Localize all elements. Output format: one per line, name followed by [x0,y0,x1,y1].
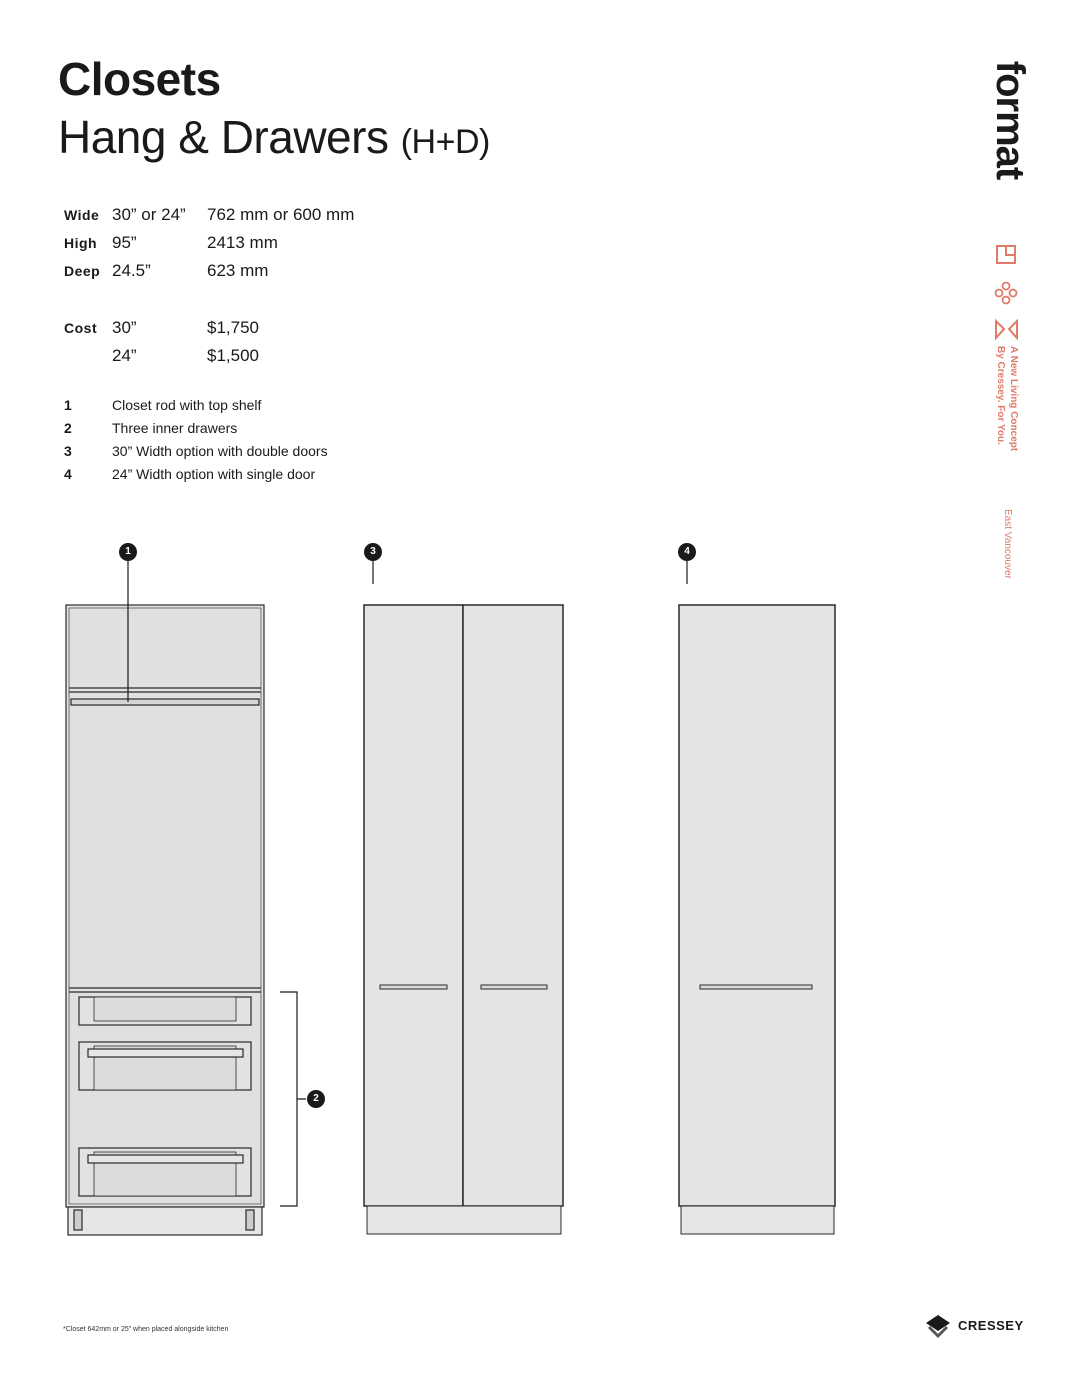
format-wordmark: format [988,60,1032,180]
cost-size-24: 24” [112,346,137,365]
left-door [364,605,463,1206]
closet-single-door-drawing [679,605,835,1234]
base-plinth [367,1206,561,1234]
spec-label-wide: Wide [64,207,100,223]
left-door-handle [380,985,447,989]
spec-metric-deep: 623 mm [207,261,269,280]
feature-num: 1 [64,397,72,413]
closet-interior-drawing [66,605,264,1235]
cost-size-30: 30” [112,318,137,337]
spec-imperial-high: 95” [112,233,137,252]
spec-metric-high: 2413 mm [207,233,278,252]
spec-imperial-deep: 24.5” [112,261,151,280]
spec-imperial-wide: 30” or 24” [112,205,186,224]
spec-label-high: High [64,235,98,251]
brand-location: East Vancouver [1002,509,1013,579]
cressey-logo-icon [926,1315,950,1338]
feature-text: Closet rod with top shelf [112,397,262,413]
subtitle-text: Hang & Drawers [58,111,389,163]
single-door-handle [700,985,812,989]
feature-num: 4 [64,466,72,482]
callout-4-badge: 4 [678,543,696,561]
page-title: Closets [58,53,221,105]
cost-label: Cost [64,320,98,336]
subtitle-code: (H+D) [400,123,490,161]
callout-3-badge: 3 [364,543,382,561]
callout-1-badge: 1 [119,543,137,561]
footnote: *Closet 642mm or 25” when placed alongside kitchen [63,1326,229,1333]
callout-2-badge: 2 [307,1090,325,1108]
carcass-inner [69,608,261,1204]
tagline-line2: By Cressey. For You. [995,346,1006,445]
callout-2-bracket [280,992,306,1206]
feature-text: 24” Width option with single door [112,466,316,482]
spec-metric-wide: 762 mm or 600 mm [207,205,355,224]
feature-text: Three inner drawers [112,420,238,436]
cost-price-24: $1,500 [207,346,259,365]
cressey-logo: CRESSEY [958,1318,1024,1333]
base-plinth [68,1207,262,1235]
cost-price-30: $1,750 [207,318,259,337]
closet-double-door-drawing [364,605,563,1234]
feature-num: 3 [64,443,72,459]
feature-text: 30” Width option with double doors [112,443,328,459]
tagline-line1: A New Living Concept [1008,346,1019,452]
right-door-handle [481,985,547,989]
single-door [679,605,835,1206]
base-plinth [681,1206,834,1234]
right-door [463,605,563,1206]
closet-rod [71,699,259,705]
feature-num: 2 [64,420,72,436]
spec-label-deep: Deep [64,263,101,279]
